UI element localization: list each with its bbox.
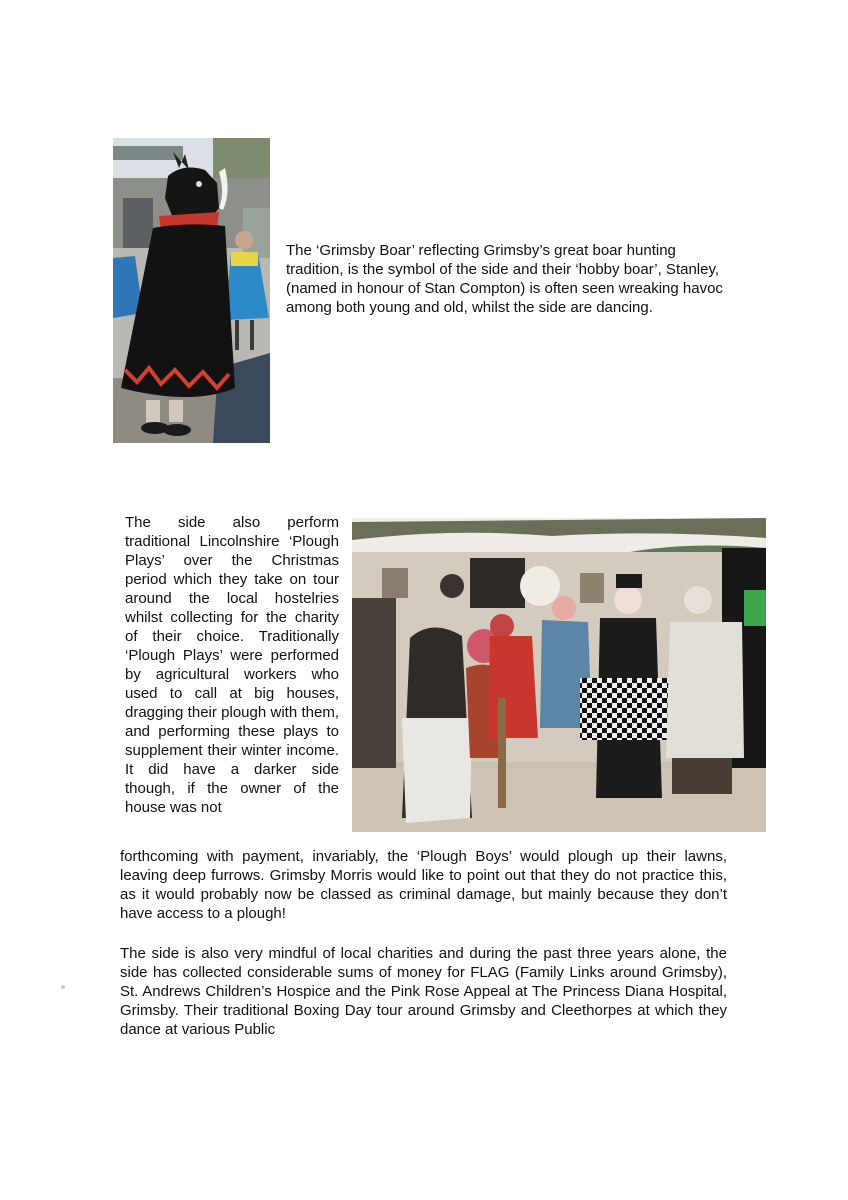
plough-play-photo [352, 518, 766, 832]
plough-text-full: forthcoming with payment, invariably, the ‘Plough Boys’ would plough up their lawns, leaving deep furrows. Grimsby Morris would like to point out that they do not practice this, as it would probably now be classed as criminal damage, but mainly because they don’t have access to a plough! [120, 848, 727, 922]
boar-caption: The ‘Grimsby Boar’ reflecting Grimsby’s great boar hunting tradition, is the symbol of the side and their ‘hobby boar’, Stanley, (named in honour of Stan Compton) is often seen wreaking havoc among both young and old, whilst the side are dancing. [286, 242, 723, 316]
plough-text-narrow: The side also perform traditional Lincolnshire ‘Plough Plays’ over the Christmas period which they take on tour around the local hostelries whilst collecting for the charity of their choice. Traditionally ‘Plough Plays’ were performed by agricultural workers who used to call at big houses, dragging their plough with them, and performing these plays to supplement their winter income. It did have a darker side though, if the owner of the house was not [125, 514, 339, 816]
hobby-boar-photo [113, 138, 270, 443]
charity-text: The side is also very mindful of local charities and during the past three years alone, the side has collected considerable sums of money for FLAG (Family Links around Grimsby), St. Andrews Children’s Hospice and the Pink Rose Appeal at The Princess Diana Hospital, Grimsby. Their traditional Boxing Day tour around Grimsby and Cleethorpes at which they dance at various Public [120, 945, 727, 1038]
scan-speck [61, 985, 65, 989]
